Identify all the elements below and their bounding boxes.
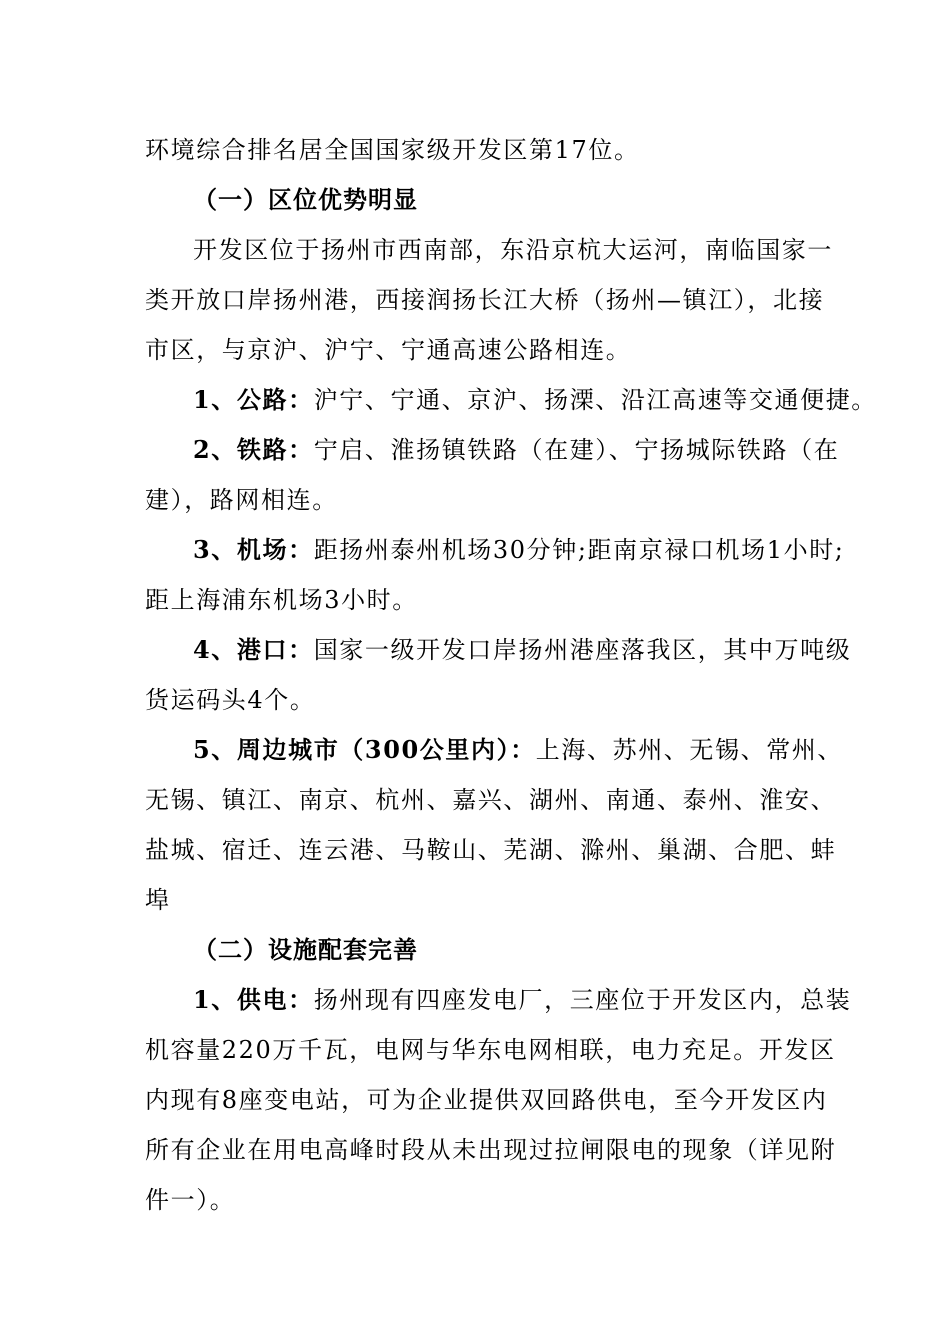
list-item: 1、供电：扬州现有四座发电厂，三座位于开发区内，总装 <box>193 985 852 1014</box>
paragraph-line: 盐城、宿迁、连云港、马鞍山、芜湖、滁州、巢湖、合肥、蚌 <box>145 836 837 864</box>
list-item: 2、铁路：宁启、淮扬镇铁路（在建）、宁扬城际铁路（在 <box>193 435 840 464</box>
list-item: 5、周边城市（300公里内）：上海、苏州、无锡、常州、 <box>193 735 843 764</box>
list-item: 3、机场：距扬州泰州机场30分钟;距南京禄口机场1小时; <box>193 535 845 564</box>
paragraph-line: 内现有8座变电站，可为企业提供双回路供电，至今开发区内 <box>145 1086 828 1114</box>
paragraph-line: 建），路网相连。 <box>145 486 338 514</box>
item-label: 2、铁路： <box>193 435 314 464</box>
list-item: 1、公路：沪宁、宁通、京沪、扬溧、沿江高速等交通便捷。 <box>193 385 877 414</box>
item-label: 5、周边城市（300公里内）： <box>193 735 536 764</box>
paragraph-line: 距上海浦东机场3小时。 <box>145 586 418 614</box>
paragraph-line: 货运码头4个。 <box>145 686 316 714</box>
paragraph-line: 埠 <box>145 886 171 914</box>
item-label: 4、港口： <box>193 635 314 664</box>
paragraph-line: 所有企业在用电高峰时段从未出现过拉闸限电的现象（详见附 <box>145 1136 837 1164</box>
paragraph-line: 件一）。 <box>145 1186 236 1214</box>
item-label: 3、机场： <box>193 535 314 564</box>
paragraph-line: 类开放口岸扬州港，西接润扬长江大桥（扬州—镇江），北接 <box>145 286 825 314</box>
list-item: 4、港口：国家一级开发口岸扬州港座落我区，其中万吨级 <box>193 635 852 664</box>
paragraph-line: 市区，与京沪、沪宁、宁通高速公路相连。 <box>145 336 632 364</box>
section-heading: （一）区位优势明显 <box>193 185 418 214</box>
paragraph-line: 开发区位于扬州市西南部，东沿京杭大运河，南临国家一 <box>193 236 833 264</box>
paragraph-line: 机容量220万千瓦，电网与华东电网相联，电力充足。开发区 <box>145 1036 836 1064</box>
item-label: 1、供电： <box>193 985 314 1014</box>
item-label: 1、公路： <box>193 385 314 414</box>
section-heading: （二）设施配套完善 <box>193 935 418 964</box>
paragraph-line: 环境综合排名居全国国家级开发区第17位。 <box>145 136 640 164</box>
paragraph-line: 无锡、镇江、南京、杭州、嘉兴、湖州、南通、泰州、淮安、 <box>145 786 837 814</box>
